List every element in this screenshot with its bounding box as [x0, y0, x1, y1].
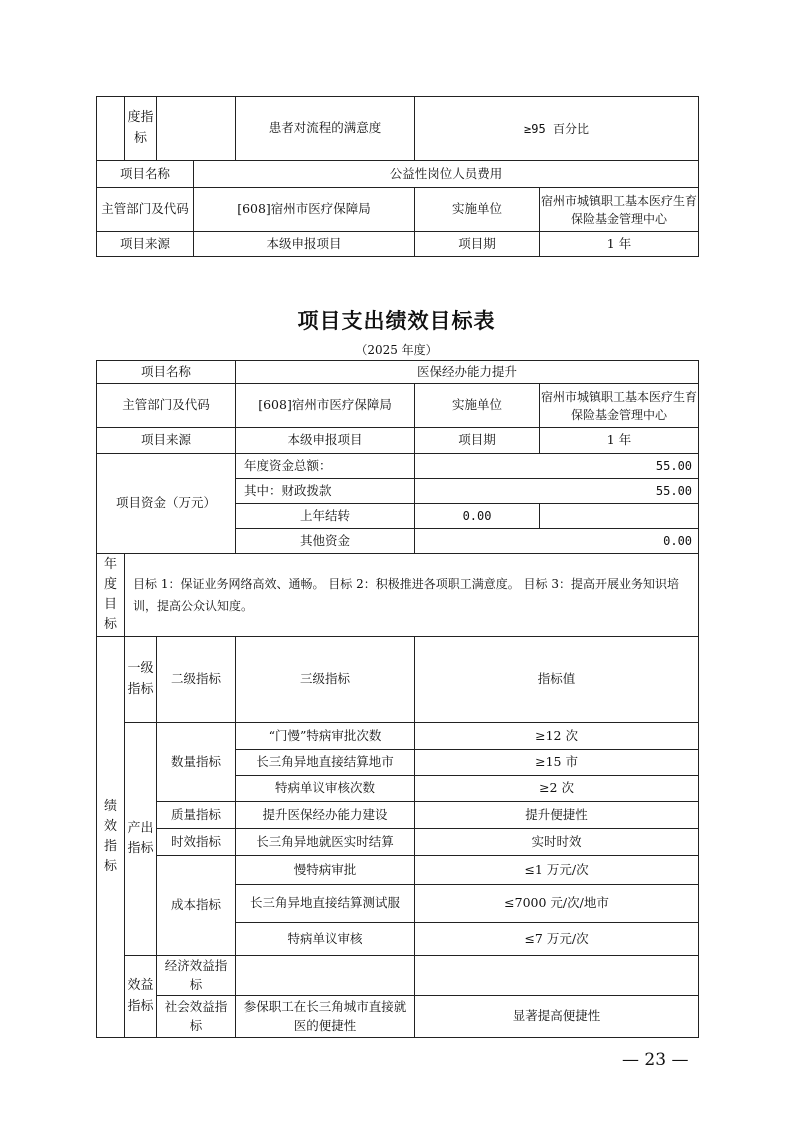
fund-label-carryover: 上年结转 — [236, 504, 415, 529]
dept-label: 主管部门及代码 — [97, 384, 236, 428]
time-value: 实时时效 — [415, 829, 699, 856]
social-name: 参保职工在长三角城市直接就医的便捷性 — [236, 996, 415, 1038]
fund-value-total: 55.00 — [415, 454, 699, 479]
fund-label-fiscal: 其中：财政拨款 — [236, 479, 415, 504]
cost-value-2: ≤7000 元/次/地市 — [415, 885, 699, 923]
header-level3: 三级指标 — [236, 637, 415, 723]
impl-value: 宿州市城镇职工基本医疗生育保险基金管理中心 — [540, 188, 699, 232]
project-name: 医保经办能力提升 — [236, 361, 699, 384]
year-subtitle: （2025 年度） — [355, 343, 438, 357]
top-table — [96, 96, 699, 161]
time-indicator-label: 时效指标 — [157, 829, 236, 856]
period-label: 项目期 — [415, 232, 540, 257]
dept-value: [608]宿州市医疗保障局 — [236, 384, 415, 428]
impl-value: 宿州市城镇职工基本医疗生育保险基金管理中心 — [540, 384, 699, 428]
indicator-value: ≥95 百分比 — [415, 97, 699, 161]
dept-label: 主管部门及代码 — [97, 188, 194, 232]
quantity-value-2: ≥15 市 — [415, 750, 699, 776]
project-name-label: 项目名称 — [97, 361, 236, 384]
time-name: 长三角异地就医实时结算 — [236, 829, 415, 856]
quantity-indicator-label: 数量指标 — [157, 723, 236, 802]
output-indicator-label: 产出指标 — [125, 723, 157, 956]
econ-indicator-label: 经济效益指标 — [157, 956, 236, 996]
annual-goal-label: 年度目标 — [97, 554, 125, 637]
cost-indicator-label: 成本指标 — [157, 856, 236, 956]
benefit-indicator-label: 效益指标 — [125, 956, 157, 1038]
fund-value-other: 0.00 — [415, 529, 699, 554]
social-indicator-label: 社会效益指标 — [157, 996, 236, 1038]
source-value: 本级申报项目 — [236, 428, 415, 454]
fund-label-total: 年度资金总额： — [236, 454, 415, 479]
header-level2: 二级指标 — [157, 637, 236, 723]
blank-cell — [97, 97, 125, 161]
top-info-table — [96, 160, 699, 257]
dept-value: [608]宿州市医疗保障局 — [194, 188, 415, 232]
page-number: — 23 — — [622, 1050, 689, 1070]
period-label: 项目期 — [415, 428, 540, 454]
performance-indicator-label: 绩效指标 — [97, 637, 125, 1038]
funds-label: 项目资金（万元） — [97, 454, 236, 554]
cost-value-1: ≤1 万元/次 — [415, 856, 699, 885]
quality-name: 提升医保经办能力建设 — [236, 802, 415, 829]
social-value: 显著提高便捷性 — [415, 996, 699, 1038]
blank-cell — [157, 97, 236, 161]
cost-name-1: 慢特病审批 — [236, 856, 415, 885]
third-indicator: 患者对流程的满意度 — [236, 97, 415, 161]
cost-name-3: 特病单议审核 — [236, 923, 415, 956]
quantity-name-2: 长三角异地直接结算地市 — [236, 750, 415, 776]
quantity-value-1: ≥12 次 — [415, 723, 699, 750]
header-level1: 一级指标 — [125, 637, 157, 723]
period-value: 1 年 — [540, 428, 699, 454]
main-table — [96, 360, 699, 1038]
quality-indicator-label: 质量指标 — [157, 802, 236, 829]
source-label: 项目来源 — [97, 428, 236, 454]
source-value: 本级申报项目 — [194, 232, 415, 257]
project-name: 公益性岗位人员费用 — [194, 161, 699, 188]
fund-value-carryover: 0.00 — [415, 504, 540, 529]
period-value: 1 年 — [540, 232, 699, 257]
quantity-name-1: “门慢”特病审批次数 — [236, 723, 415, 750]
quantity-value-3: ≥2 次 — [415, 776, 699, 802]
blank-cell — [236, 956, 415, 996]
indicator-level-cell: 度指标 — [125, 97, 157, 161]
source-label: 项目来源 — [97, 232, 194, 257]
cost-name-2: 长三角异地直接结算测试服 — [236, 885, 415, 923]
cost-value-3: ≤7 万元/次 — [415, 923, 699, 956]
impl-label: 实施单位 — [415, 384, 540, 428]
quantity-name-3: 特病单议审核次数 — [236, 776, 415, 802]
annual-goal-text: 目标 1：保证业务网络高效、通畅。 目标 2：积极推进各项职工满意度。 目标 3：提高开展业务知识培训，提高公众认知度。 — [125, 554, 699, 637]
header-value: 指标值 — [415, 637, 699, 723]
project-name-label: 项目名称 — [97, 161, 194, 188]
blank-cell — [415, 956, 699, 996]
quality-value: 提升便捷性 — [415, 802, 699, 829]
page-title: 项目支出绩效目标表 — [297, 309, 496, 333]
fund-value-fiscal: 55.00 — [415, 479, 699, 504]
impl-label: 实施单位 — [415, 188, 540, 232]
blank-cell — [540, 504, 699, 529]
fund-label-other: 其他资金 — [236, 529, 415, 554]
